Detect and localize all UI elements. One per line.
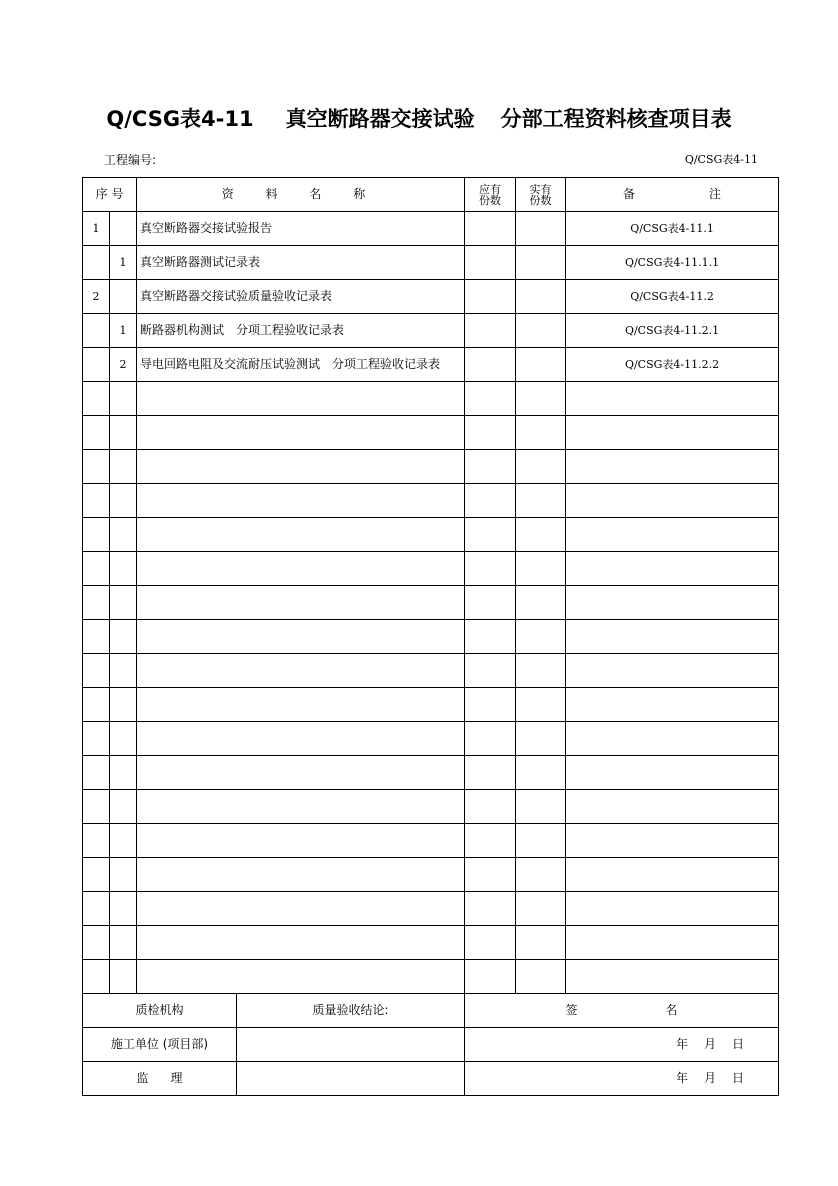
row-remark[interactable] — [566, 926, 779, 960]
row-should-count[interactable] — [465, 450, 516, 484]
row-doc-name[interactable] — [137, 926, 465, 960]
row-doc-name[interactable] — [137, 382, 465, 416]
row-actual-count[interactable] — [516, 586, 566, 620]
row-number[interactable] — [83, 382, 110, 416]
table-row-empty — [83, 960, 779, 994]
table-row-empty — [83, 450, 779, 484]
row-number[interactable] — [83, 756, 110, 790]
row-sub-number[interactable] — [110, 586, 137, 620]
footer-row-inspection — [83, 994, 779, 1028]
row-remark[interactable] — [566, 688, 779, 722]
row-actual-count[interactable] — [516, 858, 566, 892]
table-row — [83, 348, 779, 382]
supervision-conclusion-cell[interactable] — [237, 1062, 465, 1096]
table-row-empty — [83, 382, 779, 416]
table-header-row — [83, 178, 779, 212]
row-should-count[interactable] — [465, 620, 516, 654]
row-doc-name[interactable] — [137, 960, 465, 994]
row-sub-number[interactable] — [110, 926, 137, 960]
row-should-count[interactable] — [465, 484, 516, 518]
row-remark: Q/CSG表4-11.2 — [566, 280, 779, 314]
row-should-count[interactable] — [465, 722, 516, 756]
row-number[interactable] — [83, 688, 110, 722]
header-remark: 备 注 — [566, 178, 779, 212]
row-sub-number — [110, 212, 137, 246]
row-should-count[interactable] — [465, 960, 516, 994]
table-row-empty — [83, 620, 779, 654]
table-row-empty — [83, 552, 779, 586]
row-doc-name: 真空断路器交接试验质量验收记录表 — [137, 280, 465, 314]
table-row-empty — [83, 722, 779, 756]
table-row-empty — [83, 926, 779, 960]
row-should-count[interactable] — [465, 586, 516, 620]
row-doc-name[interactable] — [137, 586, 465, 620]
row-doc-name[interactable] — [137, 654, 465, 688]
table-row-empty — [83, 892, 779, 926]
row-number[interactable] — [83, 552, 110, 586]
row-should-count[interactable] — [465, 552, 516, 586]
row-should-count[interactable] — [465, 348, 516, 382]
row-remark[interactable] — [566, 756, 779, 790]
construction-unit-label: 施工单位 (项目部) — [83, 1028, 237, 1062]
supervision-label: 监 理 — [83, 1062, 237, 1096]
table-row-empty — [83, 654, 779, 688]
row-should-count[interactable] — [465, 382, 516, 416]
row-sub-number — [110, 280, 137, 314]
row-doc-name[interactable] — [137, 824, 465, 858]
row-remark[interactable] — [566, 518, 779, 552]
row-remark[interactable] — [566, 552, 779, 586]
row-doc-name[interactable] — [137, 552, 465, 586]
conclusion-label: 质量验收结论: — [237, 994, 465, 1028]
table-row — [83, 246, 779, 280]
table-row-empty — [83, 416, 779, 450]
row-remark: Q/CSG表4-11.1.1 — [566, 246, 779, 280]
row-sub-number[interactable] — [110, 484, 137, 518]
title-name-part1: 真空断路器交接试验 — [285, 107, 475, 131]
row-doc-name: 真空断路器测试记录表 — [137, 246, 465, 280]
row-doc-name: 真空断路器交接试验报告 — [137, 212, 465, 246]
table-row — [83, 212, 779, 246]
row-sub-number[interactable] — [110, 790, 137, 824]
row-actual-count[interactable] — [516, 756, 566, 790]
row-number[interactable] — [83, 518, 110, 552]
row-actual-count[interactable] — [516, 280, 566, 314]
row-actual-count[interactable] — [516, 824, 566, 858]
row-should-count[interactable] — [465, 518, 516, 552]
row-doc-name[interactable] — [137, 688, 465, 722]
row-should-count[interactable] — [465, 416, 516, 450]
table-row-empty — [83, 518, 779, 552]
row-sub-number[interactable] — [110, 552, 137, 586]
row-remark[interactable] — [566, 382, 779, 416]
table-row-empty — [83, 688, 779, 722]
supervision-date[interactable]: 年 月 日 — [465, 1062, 779, 1096]
row-number[interactable] — [83, 586, 110, 620]
row-sub-number[interactable] — [110, 756, 137, 790]
row-number: 1 — [83, 212, 110, 246]
table-row-empty — [83, 756, 779, 790]
row-number[interactable] — [83, 722, 110, 756]
construction-date[interactable]: 年 月 日 — [465, 1028, 779, 1062]
blank-rows — [83, 382, 779, 994]
row-remark[interactable] — [566, 824, 779, 858]
row-should-count[interactable] — [465, 756, 516, 790]
row-actual-count[interactable] — [516, 246, 566, 280]
row-should-count[interactable] — [465, 892, 516, 926]
row-doc-name[interactable] — [137, 450, 465, 484]
row-sub-number[interactable] — [110, 858, 137, 892]
row-actual-count[interactable] — [516, 348, 566, 382]
row-number[interactable] — [83, 620, 110, 654]
row-number — [83, 314, 110, 348]
row-actual-count[interactable] — [516, 960, 566, 994]
records-table — [82, 177, 779, 1096]
table-row-empty — [83, 824, 779, 858]
row-doc-name: 断路器机构测试 分项工程验收记录表 — [137, 314, 465, 348]
row-sub-number: 1 — [110, 246, 137, 280]
row-actual-count[interactable] — [516, 892, 566, 926]
construction-conclusion-cell[interactable] — [237, 1028, 465, 1062]
row-number[interactable] — [83, 960, 110, 994]
table-row-empty — [83, 484, 779, 518]
row-number[interactable] — [83, 654, 110, 688]
row-should-count[interactable] — [465, 280, 516, 314]
row-actual-count[interactable] — [516, 926, 566, 960]
row-number[interactable] — [83, 484, 110, 518]
row-remark[interactable] — [566, 790, 779, 824]
row-should-count[interactable] — [465, 790, 516, 824]
row-actual-count[interactable] — [516, 688, 566, 722]
row-sub-number[interactable] — [110, 722, 137, 756]
row-remark[interactable] — [566, 960, 779, 994]
row-sub-number[interactable] — [110, 518, 137, 552]
table-row — [83, 280, 779, 314]
row-sub-number[interactable] — [110, 960, 137, 994]
row-sub-number[interactable] — [110, 382, 137, 416]
header-seq: 序 号 — [83, 178, 137, 212]
row-number: 2 — [83, 280, 110, 314]
row-number — [83, 246, 110, 280]
header-name: 资 料 名 称 — [137, 178, 465, 212]
row-doc-name[interactable] — [137, 790, 465, 824]
row-remark[interactable] — [566, 620, 779, 654]
row-sub-number: 2 — [110, 348, 137, 382]
row-should-count[interactable] — [465, 824, 516, 858]
footer-row-construction — [83, 1028, 779, 1062]
row-doc-name[interactable] — [137, 892, 465, 926]
row-doc-name[interactable] — [137, 620, 465, 654]
row-actual-count[interactable] — [516, 382, 566, 416]
row-remark: Q/CSG表4-11.2.1 — [566, 314, 779, 348]
row-remark[interactable] — [566, 586, 779, 620]
row-actual-count[interactable] — [516, 212, 566, 246]
row-remark[interactable] — [566, 892, 779, 926]
row-doc-name[interactable] — [137, 858, 465, 892]
title-form-code: Q/CSG表4-11 — [106, 107, 254, 131]
row-actual-count[interactable] — [516, 654, 566, 688]
row-actual-count[interactable] — [516, 722, 566, 756]
row-remark[interactable] — [566, 484, 779, 518]
row-remark: Q/CSG表4-11.1 — [566, 212, 779, 246]
row-number[interactable] — [83, 450, 110, 484]
row-doc-name[interactable] — [137, 722, 465, 756]
row-sub-number[interactable] — [110, 620, 137, 654]
row-sub-number[interactable] — [110, 824, 137, 858]
row-should-count[interactable] — [465, 246, 516, 280]
row-doc-name[interactable] — [137, 484, 465, 518]
row-number[interactable] — [83, 416, 110, 450]
row-number[interactable] — [83, 926, 110, 960]
row-sub-number[interactable] — [110, 892, 137, 926]
table-row-empty — [83, 790, 779, 824]
row-sub-number[interactable] — [110, 654, 137, 688]
row-number[interactable] — [83, 790, 110, 824]
row-actual-count[interactable] — [516, 314, 566, 348]
row-actual-count[interactable] — [516, 416, 566, 450]
row-remark[interactable] — [566, 654, 779, 688]
row-remark[interactable] — [566, 858, 779, 892]
row-number — [83, 348, 110, 382]
row-sub-number[interactable] — [110, 416, 137, 450]
row-should-count[interactable] — [465, 654, 516, 688]
page-title — [0, 103, 838, 133]
footer-row-supervision — [83, 1062, 779, 1096]
row-remark[interactable] — [566, 416, 779, 450]
row-doc-name: 导电回路电阻及交流耐压试验测试 分项工程验收记录表 — [137, 348, 465, 382]
row-actual-count[interactable] — [516, 552, 566, 586]
row-remark: Q/CSG表4-11.2.2 — [566, 348, 779, 382]
row-remark[interactable] — [566, 722, 779, 756]
row-sub-number[interactable] — [110, 688, 137, 722]
table-row — [83, 314, 779, 348]
row-actual-count[interactable] — [516, 518, 566, 552]
row-doc-name[interactable] — [137, 756, 465, 790]
row-doc-name[interactable] — [137, 518, 465, 552]
row-should-count[interactable] — [465, 926, 516, 960]
form-code: Q/CSG表4-11 — [684, 153, 758, 166]
table-row-empty — [83, 586, 779, 620]
row-doc-name[interactable] — [137, 416, 465, 450]
row-actual-count[interactable] — [516, 450, 566, 484]
row-actual-count[interactable] — [516, 790, 566, 824]
row-should-count[interactable] — [465, 314, 516, 348]
signature-label: 签 名 — [465, 994, 779, 1028]
table-row-empty — [83, 858, 779, 892]
header-should-count: 应有 份数 — [465, 178, 516, 212]
row-remark[interactable] — [566, 450, 779, 484]
inspection-org-label: 质检机构 — [83, 994, 237, 1028]
row-sub-number[interactable] — [110, 450, 137, 484]
row-actual-count[interactable] — [516, 620, 566, 654]
row-actual-count[interactable] — [516, 484, 566, 518]
row-number[interactable] — [83, 858, 110, 892]
title-name-part2: 分部工程资料核查项目表 — [500, 107, 732, 131]
header-actual-count: 实有 份数 — [516, 178, 566, 212]
project-number-label: 工程编号: — [104, 153, 157, 167]
row-should-count[interactable] — [465, 212, 516, 246]
row-should-count[interactable] — [465, 688, 516, 722]
row-should-count[interactable] — [465, 858, 516, 892]
row-sub-number: 1 — [110, 314, 137, 348]
row-number[interactable] — [83, 892, 110, 926]
row-number[interactable] — [83, 824, 110, 858]
